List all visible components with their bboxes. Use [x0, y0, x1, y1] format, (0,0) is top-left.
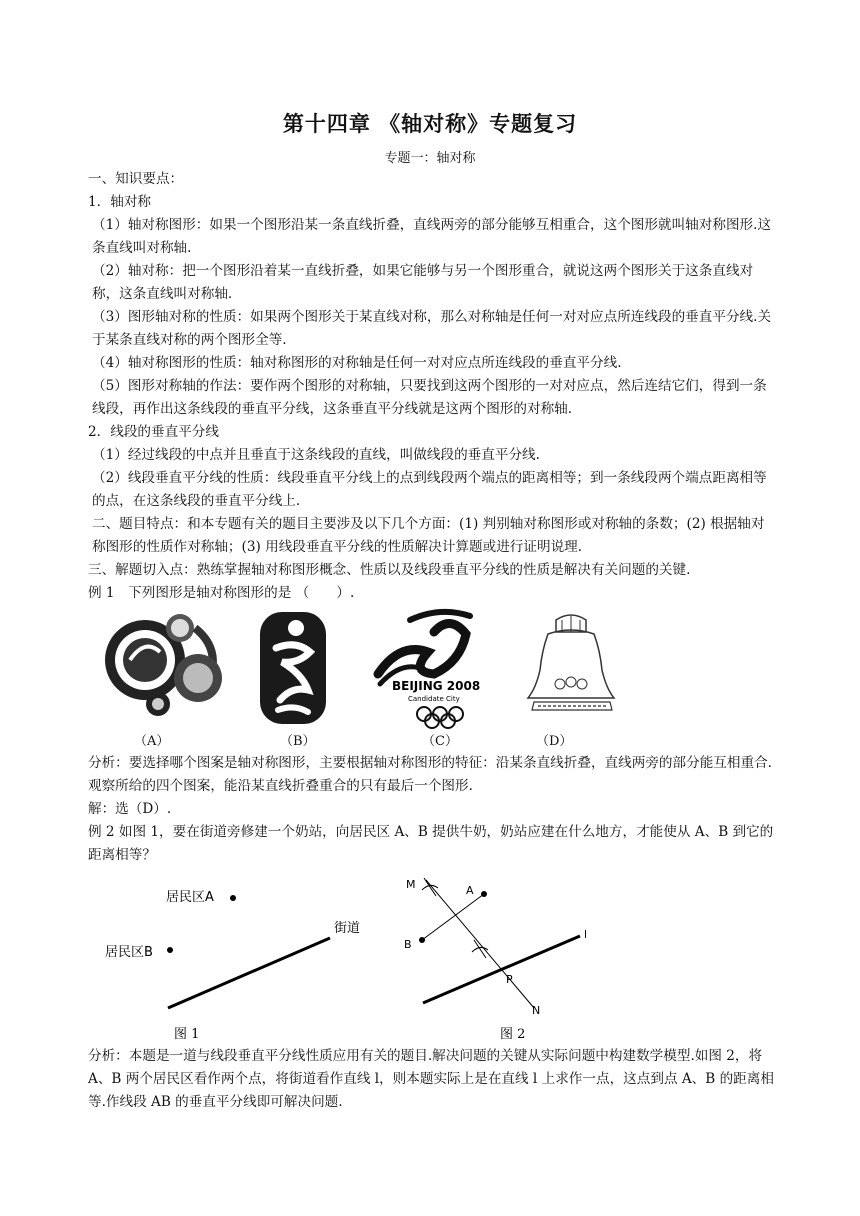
label-l: l	[584, 928, 588, 941]
example1-analysis: 分析：要选择哪个图案是轴对称图形，主要根据轴对称图形的特征：沿某条直线折叠，直线两旁的部分能互相重合.观察所给的四个图案，能沿某直线折叠重合的只有最后一个图形.	[88, 755, 773, 794]
label-residential-a: 居民区A	[166, 890, 214, 905]
example1-solution	[88, 752, 778, 867]
label-b: B	[404, 938, 412, 951]
page-title: 第十四章 《轴对称》专题复习	[282, 112, 578, 136]
subheading: 1．轴对称	[88, 194, 152, 210]
label-p: P	[506, 973, 513, 986]
label-a: A	[466, 884, 474, 897]
logo-c-subtext: Candidate City	[408, 695, 460, 703]
paragraph: （2）轴对称：把一个图形沿着某一直线折叠，如果它能够与另一个图形重合，就说这两个图形关于这条直线对称，这条直线叫对称轴.	[92, 263, 754, 302]
logo-a-image	[100, 608, 230, 726]
perpendicular-bisector	[426, 880, 534, 1008]
label-m: M	[406, 878, 416, 891]
example2-analysis-block	[88, 1045, 778, 1114]
logo-b-image	[258, 608, 330, 726]
label-street: 街道	[334, 921, 361, 936]
point-a	[230, 895, 236, 901]
example1-answer: 解：选（D）.	[88, 801, 172, 817]
label-n: N	[532, 1004, 541, 1017]
example2-analysis: 分析：本题是一道与线段垂直平分线性质应用有关的题目.解决问题的关键从实际问题中构建数学模型.如图 2，将 A、B 两个居民区看作两个点，将街道看作直线 l，则本题实际上是在直线 l 上求作一点，这点到点 A、B 的距离相等.作线段 AB 的垂直平分线即可解决问题.	[88, 1048, 774, 1110]
section-features: 二、题目特点：和本专题有关的题目主要涉及以下几个方面：(1) 判别轴对称图形或对称轴的条数；(2) 根据轴对称图形的性质作对称轴；(3) 用线段垂直平分线的性质解决计算题或进行证明说理.	[92, 516, 765, 555]
label-residential-b: 居民区B	[105, 945, 153, 960]
example1-question: 例 1 下列图形是轴对称图形的是 （ ）.	[88, 585, 355, 601]
bell-image	[526, 610, 616, 728]
example2-question: 例 2 如图 1，要在街道旁修建一个奶站，向居民区 A、B 提供牛奶，奶站应建在什么地方，才能使从 A、B 到它的距离相等？	[88, 824, 774, 863]
example2-figures	[88, 868, 708, 1048]
paragraph: （2）线段垂直平分线的性质：线段垂直平分线上的点到线段两个端点的距离相等；到一条线段两个端点距离相等的点，在这条线段的垂直平分线上.	[92, 470, 767, 509]
caption-c: （C）	[422, 734, 458, 749]
arc-mark-lower	[472, 940, 488, 958]
point-b	[167, 947, 173, 953]
logo-c-text: BEIJING 2008	[392, 679, 481, 693]
fig2-point-a	[481, 891, 487, 897]
arc-mark-m	[422, 878, 438, 896]
street-line	[168, 938, 330, 1008]
paragraph: （1）轴对称图形：如果一个图形沿某一条直线折叠，直线两旁的部分能够互相重合，这个图形就叫轴对称图形.这条直线叫对称轴.	[92, 217, 772, 256]
caption-fig2: 图 2	[500, 1027, 526, 1042]
paragraph: （3）图形轴对称的性质：如果两个图形关于某直线对称，那么对称轴是任何一对对应点所连线段的垂直平分线.关于某条直线对称的两个图形全等.	[92, 309, 772, 348]
caption-b: （B）	[280, 734, 316, 749]
knowledge-section	[88, 168, 778, 605]
paragraph: （1）经过线段的中点并且垂直于这条线段的直线，叫做线段的垂直平分线.	[92, 447, 540, 463]
caption-d: （D）	[536, 734, 573, 749]
page-subtitle: 专题一：轴对称	[384, 151, 476, 166]
subheading: 2．线段的垂直平分线	[88, 424, 219, 440]
caption-a: （A）	[134, 734, 170, 749]
logo-c-image	[370, 602, 488, 730]
section-heading: 一、知识要点：	[88, 171, 184, 187]
paragraph: （4）轴对称图形的性质：轴对称图形的对称轴是任何一对对应点所连线段的垂直平分线.	[92, 355, 622, 371]
section-entry-point: 三、解题切入点：熟练掌握轴对称图形概念、性质以及线段垂直平分线的性质是解决有关问题的关键.	[88, 562, 691, 578]
paragraph: （5）图形对称轴的作法：要作两个图形的对称轴，只要找到这两个图形的一对对应点，然后连结它们，得到一条线段，再作出这条线段的垂直平分线，这条垂直平分线就是这两个图形的对称轴.	[92, 378, 767, 417]
segment-ab	[422, 894, 484, 940]
caption-fig1: 图 1	[174, 1027, 200, 1042]
fig2-point-b	[419, 937, 425, 943]
example1-figures	[100, 602, 620, 752]
